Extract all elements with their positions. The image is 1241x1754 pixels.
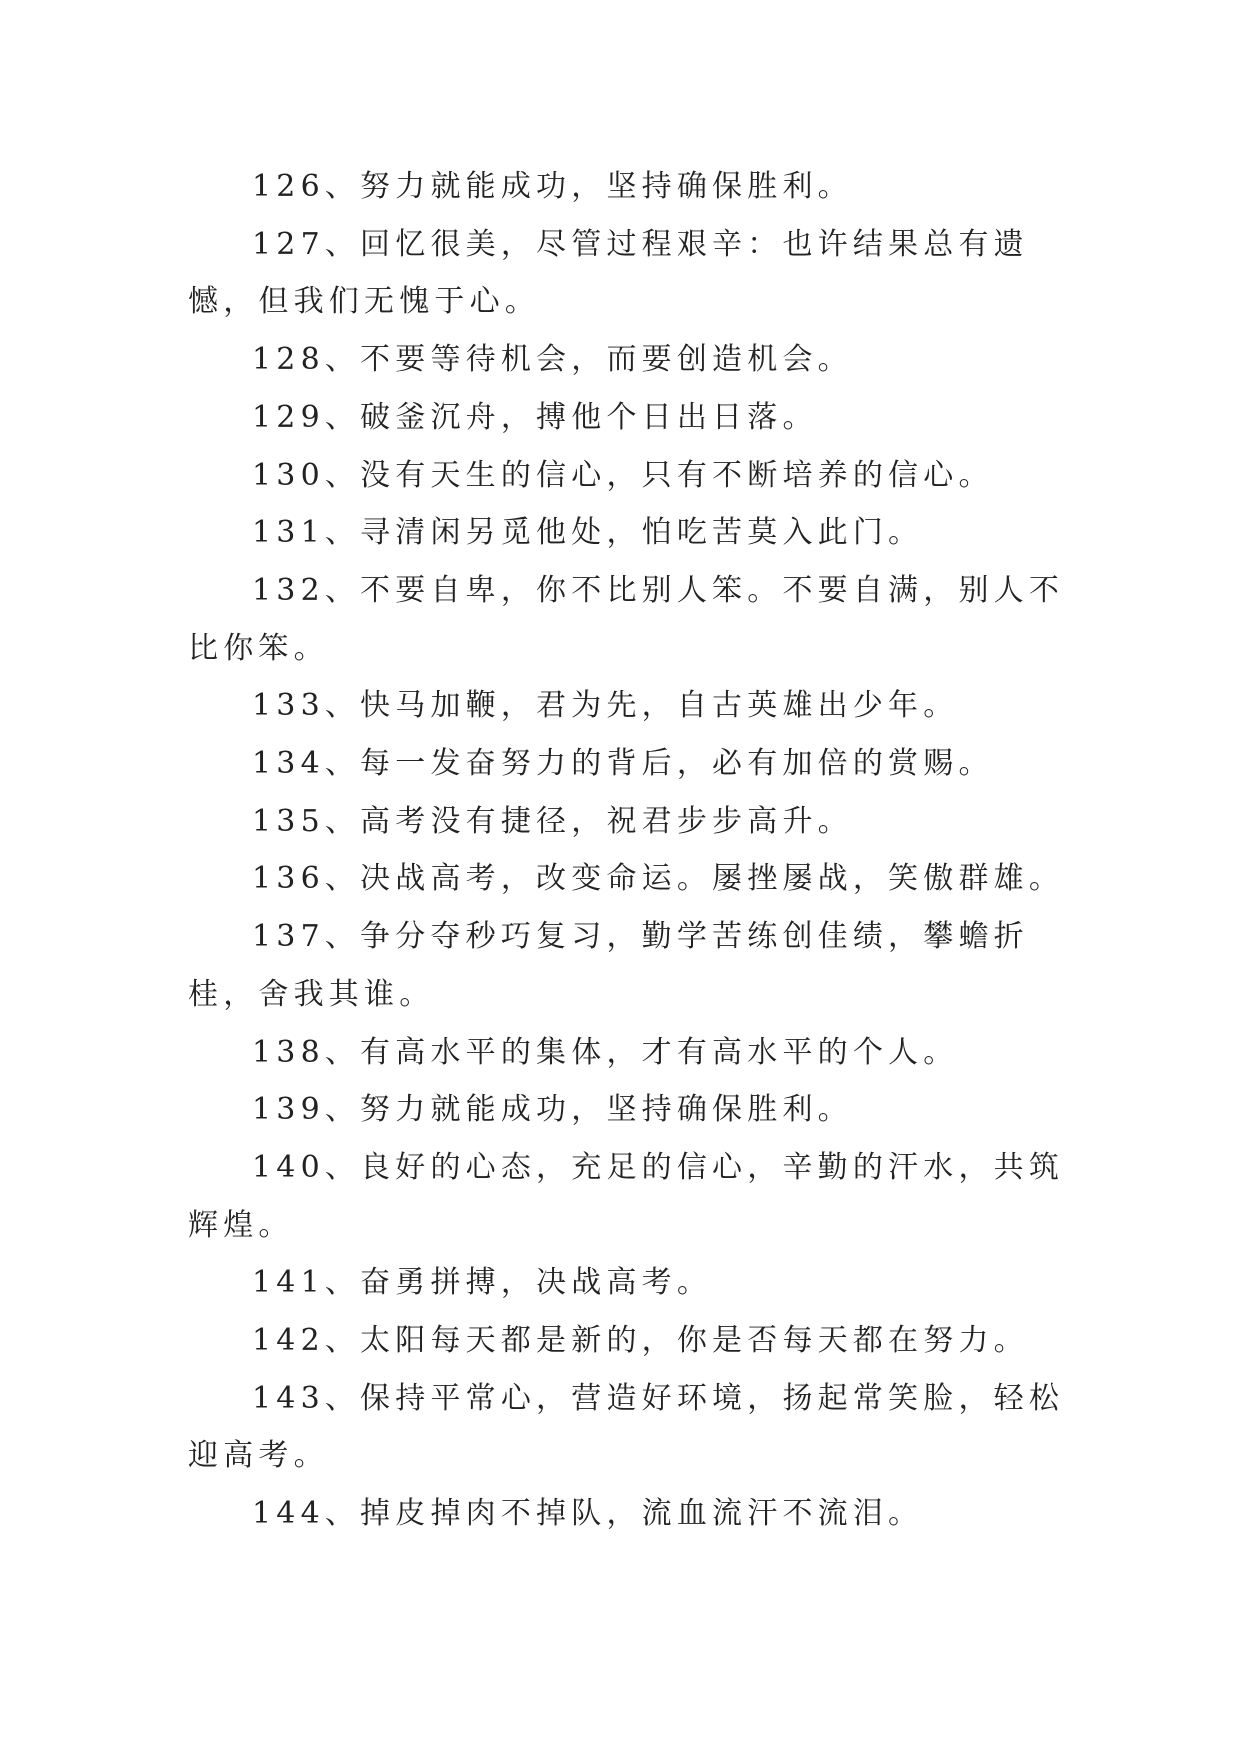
list-item: 140、良好的心态，充足的信心，辛勤的汗水，共筑辉煌。 <box>188 1149 1065 1243</box>
list-item: 132、不要自卑，你不比别人笨。不要自满，别人不比你笨。 <box>188 572 1065 666</box>
list-item: 142、太阳每天都是新的，你是否每天都在努力。 <box>252 1323 1029 1359</box>
list-item: 127、回忆很美，尽管过程艰辛：也许结果总有遗憾，但我们无愧于心。 <box>188 226 1029 320</box>
list-item: 141、奋勇拼搏，决战高考。 <box>252 1265 713 1301</box>
quote-list <box>188 158 1068 1543</box>
list-item: 143、保持平常心，营造好环境，扬起常笑脸，轻松迎高考。 <box>188 1380 1065 1474</box>
list-item: 128、不要等待机会，而要创造机会。 <box>252 342 853 378</box>
list-item: 138、有高水平的集体，才有高水平的个人。 <box>252 1034 959 1070</box>
list-item: 133、快马加鞭，君为先，自古英雄出少年。 <box>252 688 959 724</box>
list-item: 131、寻清闲另觅他处，怕吃苦莫入此门。 <box>252 515 924 551</box>
list-item: 137、争分夺秒巧复习，勤学苦练创佳绩，攀蟾折桂，舍我其谁。 <box>188 919 1029 1012</box>
list-item: 126、努力就能成功，坚持确保胜利。 <box>252 169 853 204</box>
list-item: 144、掉皮掉肉不掉队，流血流汗不流泪。 <box>252 1496 924 1532</box>
list-item: 134、每一发奋努力的背后，必有加倍的赏赐。 <box>252 746 994 782</box>
list-item: 129、破釜沉舟，搏他个日出日落。 <box>252 399 818 435</box>
list-item: 139、努力就能成功，坚持确保胜利。 <box>252 1092 853 1128</box>
list-item: 135、高考没有捷径，祝君步步高升。 <box>252 803 853 839</box>
list-item: 130、没有天生的信心，只有不断培养的信心。 <box>252 457 994 493</box>
list-item: 136、决战高考，改变命运。屡挫屡战，笑傲群雄。 <box>252 861 1065 897</box>
